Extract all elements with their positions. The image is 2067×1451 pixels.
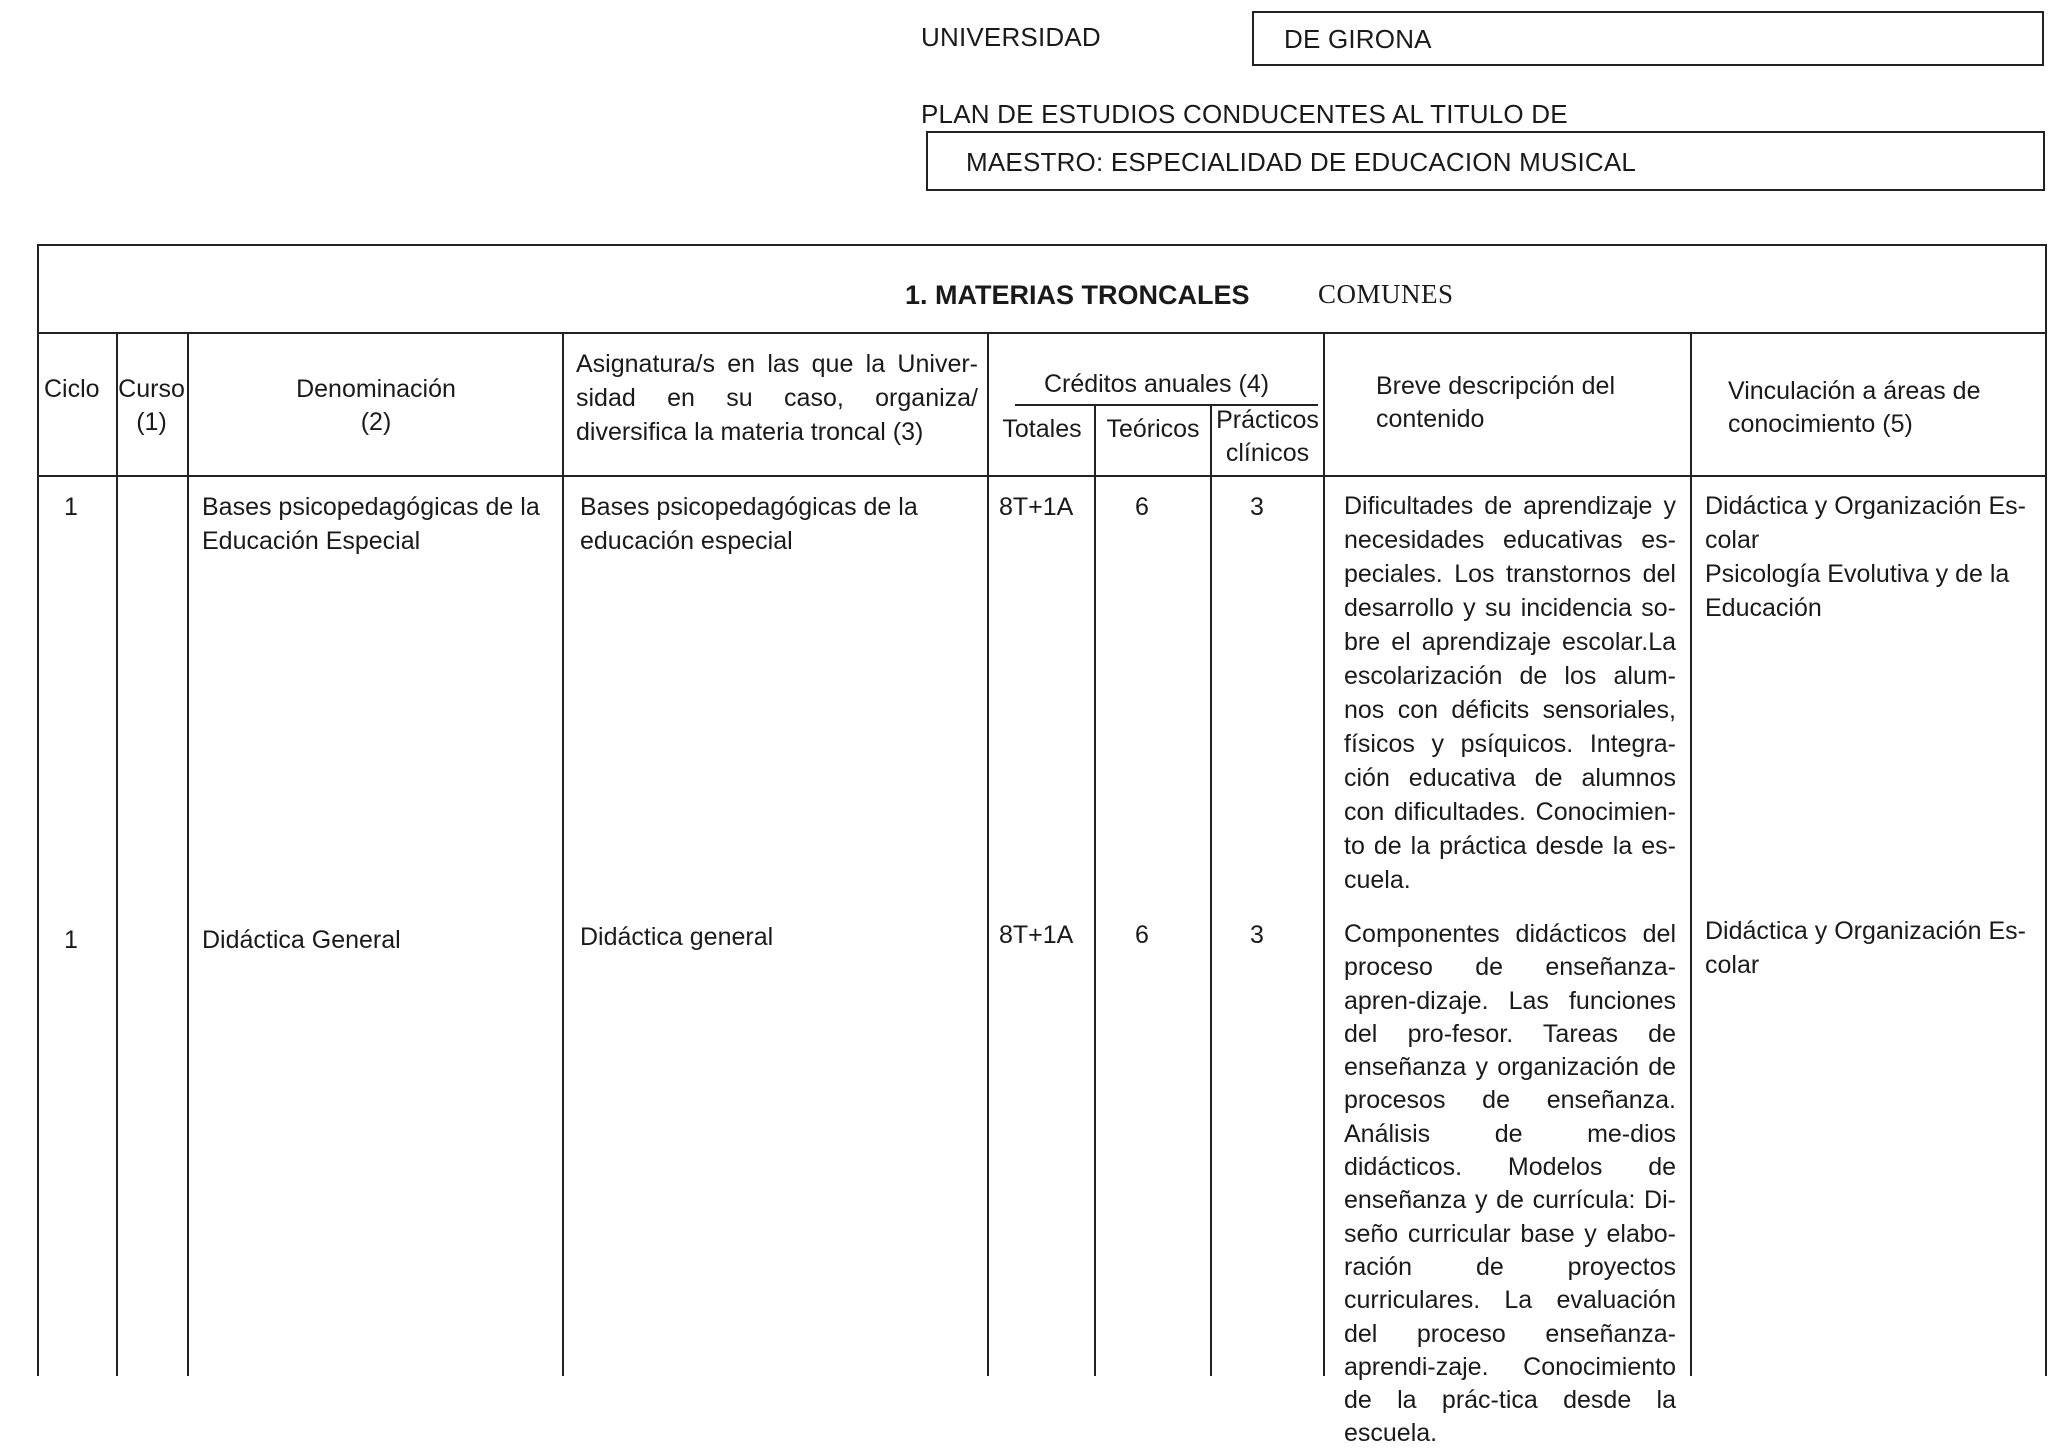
header-rule-bottom [37,475,2047,477]
degree-title: MAESTRO: ESPECIALIDAD DE EDUCACION MUSICAL [966,147,1637,177]
table-title: 1. MATERIAS TRONCALES [905,280,1250,310]
row-1-practicos: 3 [1250,493,1264,521]
header-rule-top [37,332,2047,334]
row-1-descripcion: Dificultades de aprendizaje y necesidades educativas es-peciales. Los transtornos del desarrollo y su incidencia so-bre el aprendizaje escolar.La escolarización de los alum-nos con déficits sensoriales, físicos y psíquicos. Integra-ción educativa de alumnos con dificultades. Conocimien-to de la práctica desde la es-cuela. [1344,492,1676,894]
col-header-totales: Totales [1002,415,1082,443]
col-divider-ciclo [116,332,118,1376]
plan-label: PLAN DE ESTUDIOS CONDUCENTES AL TITULO DE [921,99,1568,129]
col-header-denominacion: Denominación [296,375,456,403]
row-1-teoricos: 6 [1135,493,1149,521]
col-divider-teoricos [1210,404,1212,1376]
col-header-denominacion-note: (2) [360,408,392,436]
col-header-vinculacion: Vinculación a áreas de conocimiento (5) [1728,377,1981,438]
row-2-denominacion: Didáctica General [202,926,401,954]
row-2-asignatura: Didáctica general [580,923,774,951]
row-1-vinculacion-1: Didáctica y Organización Es-colar [1705,492,2026,554]
row-2-descripcion: Componentes didácticos del proceso de enseñanza-apren-dizaje. Las funciones del pro-fesor. Tareas de enseñanza y organización de procesos de enseñanza. Análisis de me-dios didácticos. Modelos de enseñanza y de currícula: Di-seño curricular base y elabo-ración de proyectos curriculares. La evaluación del proceso enseñanza-aprendi-zaje. Conocimiento de la prác-tica desde la escuela. [1344,920,1676,1448]
row-1-ciclo: 1 [64,493,78,521]
col-divider-creditos [1323,332,1325,1376]
table-title-suffix: COMUNES [1318,279,1454,309]
university-name-box [1252,11,2044,66]
row-1-totales: 8T+1A [999,493,1074,521]
col-header-descripcion: Breve descripción del contenido [1376,372,1616,433]
col-header-ciclo: Ciclo [44,375,100,403]
col-header-curso: Curso [118,375,185,403]
col-divider-descripcion [1690,332,1692,1376]
col-divider-denominacion [562,332,564,1376]
col-header-teoricos: Teóricos [1106,415,1200,443]
university-label: UNIVERSIDAD [921,22,1101,52]
row-2-ciclo: 1 [64,926,78,954]
row-1-vinculacion-2: Psicología Evolutiva y de la Educación [1705,560,2010,622]
row-2-practicos: 3 [1250,921,1264,949]
col-header-practicos: Prácticos clínicos [1216,406,1319,467]
row-1-denominacion: Bases psicopedagógicas de la Educación Especial [202,493,540,555]
col-divider-asignatura [987,332,989,1376]
row-1-asignatura: Bases psicopedagógicas de la educación especial [580,493,918,555]
row-2-totales: 8T+1A [999,921,1074,949]
university-name: DE GIRONA [1284,24,1432,54]
degree-box [926,131,2045,191]
row-2-teoricos: 6 [1135,921,1149,949]
col-header-creditos: Créditos anuales (4) [1043,370,1270,398]
row-2-vinculacion-1: Didáctica y Organización Es-colar [1705,917,2026,979]
col-divider-curso [187,332,189,1376]
col-header-curso-note: (1) [136,408,167,436]
col-divider-totales [1094,404,1096,1376]
col-header-asignaturas: Asignatura/s en las que la Univer-sidad en su caso, organiza/ diversifica la materia troncal (3) [576,350,978,446]
